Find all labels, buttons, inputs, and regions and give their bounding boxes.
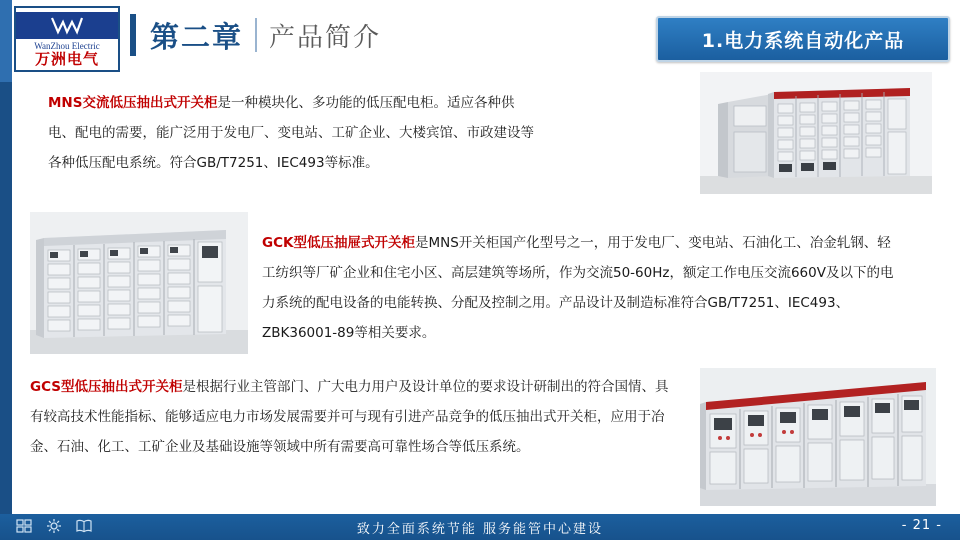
chapter-divider [255, 18, 257, 52]
paragraph-mns-highlight: MNS交流低压抽出式开关柜 [48, 95, 218, 111]
paragraph-gck-highlight: GCK型低压抽屉式开关柜 [262, 235, 415, 251]
logo-w-icon [50, 15, 84, 35]
paragraph-gck [262, 228, 902, 348]
paragraph-gck-text: 是MNS开关柜国产化型号之一，用于发电厂、变电站、石油化工、冶金轧钢、轻工纺织等厂矿企业和住宅小区、高层建筑等场所，作为交流50-60Hz，额定工作电压交流660V及以下的电力系统的配电设备的电能转换、分配及控制之用。产品设计及制造标准符合GB/T7251、IEC493、ZBK36001-89等相关要求。 [262, 235, 894, 341]
photo-mns-cabinet [700, 72, 932, 194]
chapter-subtitle: 产品简介 [269, 22, 382, 53]
chapter-heading [130, 14, 381, 56]
gear-icon[interactable] [46, 518, 62, 534]
footer-slogan: 致力全面系统节能 服务能管中心建设 [356, 521, 604, 537]
paragraph-gcs [30, 372, 670, 462]
paragraph-mns-text: 是一种模块化、多功能的低压配电柜。适应各种供电、配电的需要，能广泛用于发电厂、变电站、工矿企业、大楼宾馆、市政建设等各种低压配电系统。符合GB/T7251、IEC493等标准。 [48, 95, 534, 171]
slide-header [0, 0, 960, 82]
section-tag [656, 16, 950, 62]
photo-gck-cabinet-graphic [30, 212, 248, 354]
photo-gcs-cabinet [700, 368, 936, 506]
section-tag-label: 1.电力系统自动化产品 [701, 29, 905, 52]
logo-brand-en: WanZhou Electric [34, 40, 100, 51]
footer-icon-group [16, 518, 92, 534]
book-icon[interactable] [76, 518, 92, 534]
photo-mns-cabinet-graphic [700, 72, 932, 194]
slide-footer [0, 514, 960, 540]
company-logo [14, 6, 120, 72]
photo-gck-cabinet [30, 212, 248, 354]
paragraph-gcs-highlight: GCS型低压抽出式开关柜 [30, 379, 183, 395]
chapter-title: 第二章 [150, 19, 244, 54]
chapter-accent [130, 14, 136, 56]
paragraph-gcs-text: 是根据行业主管部门、广大电力用户及设计单位的要求设计研制出的符合国情、具有较高技术性能指标、能够适应电力市场发展需要并可与现有引进产品竞争的低压抽出式开关柜，应用于冶金、石油、化工、工矿企业及基础设施等领域中所有需要高可靠性场合等低压系统。 [30, 379, 669, 455]
page-number: - 21 - [901, 518, 942, 533]
layout-icon[interactable] [16, 518, 32, 534]
photo-gcs-cabinet-graphic [700, 368, 936, 506]
logo-brand-cn: 万洲电气 [34, 49, 99, 68]
logo-mark [16, 12, 118, 39]
paragraph-mns [48, 88, 538, 178]
